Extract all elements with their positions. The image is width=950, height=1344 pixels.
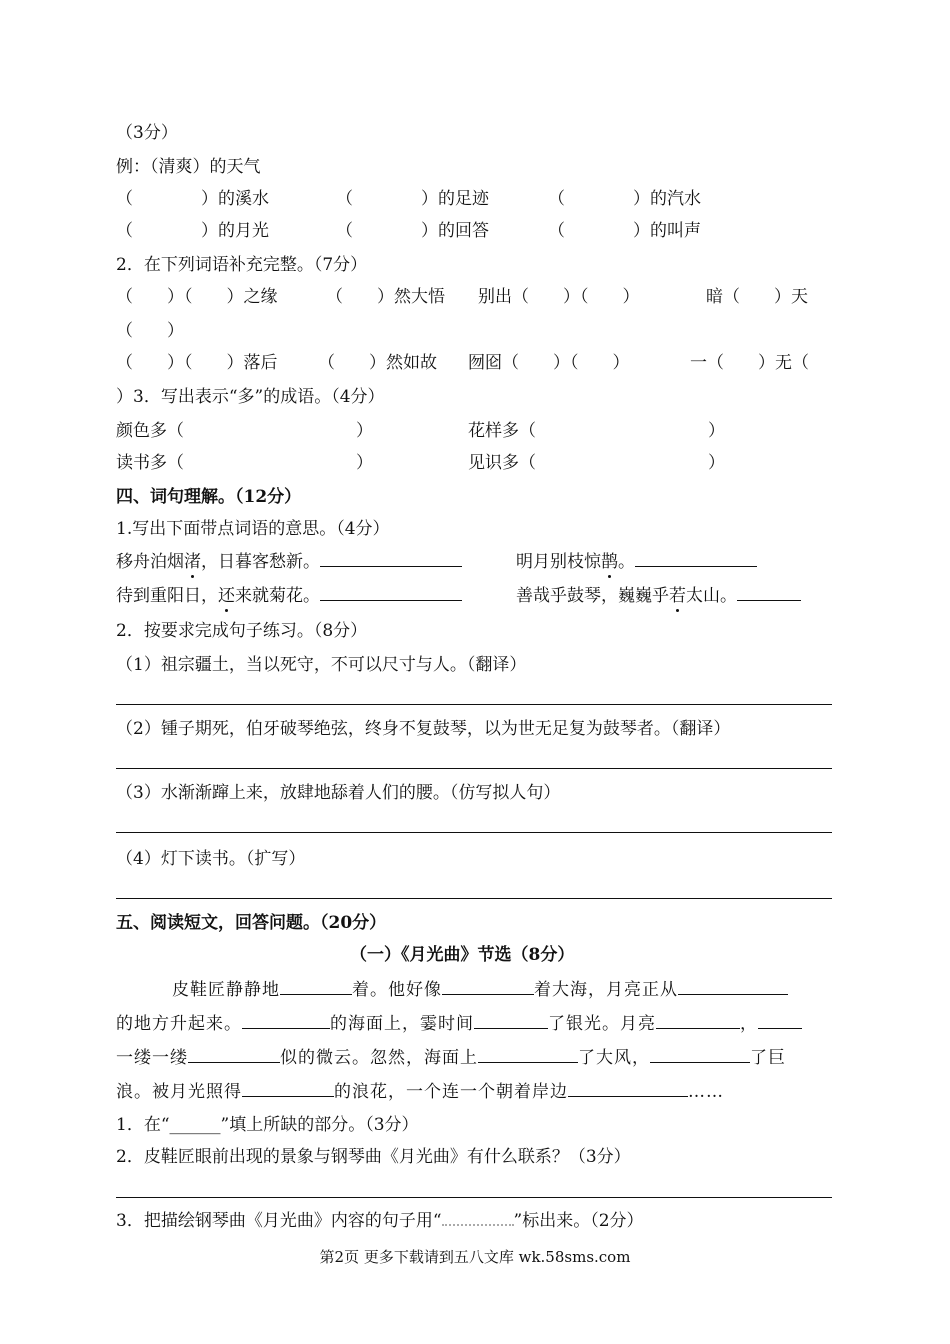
answer-line[interactable] xyxy=(320,584,462,601)
fill-blank[interactable] xyxy=(478,1046,578,1063)
q2-idiom-5: （ ）（ ）落后 xyxy=(116,353,278,373)
poem-line-1: 移舟泊烟渚，日暮客愁新。 xyxy=(116,550,462,573)
q3-item-2: 花样多（ xyxy=(468,421,536,441)
section-5-heading: 五、阅读短文，回答问题。（20分） xyxy=(116,913,387,933)
sentence-task-1: （1）祖宗疆土，当以死守，不可以尺寸与人。（翻译） xyxy=(116,655,527,675)
answer-rule[interactable] xyxy=(116,768,832,769)
sentence-task-2: （2）锺子期死，伯牙破琴绝弦，终身不复鼓琴，以为世无足复为鼓琴者。（翻译） xyxy=(116,719,731,739)
dotted-word-3: 还 xyxy=(218,586,235,606)
q3-close-4: ） xyxy=(708,453,725,473)
fill-blank[interactable] xyxy=(758,1012,802,1029)
s4-q2-title: 2．按要求完成句子练习。（8分） xyxy=(116,621,368,641)
fill-blank[interactable] xyxy=(678,978,788,995)
q3-close-2: ） xyxy=(708,421,725,441)
answer-rule[interactable] xyxy=(116,1197,832,1198)
q3-item-1: 颜色多（ xyxy=(116,421,184,441)
q1-blank-5: （ ）的回答 xyxy=(336,221,489,241)
poem-line-4: 善哉乎鼓琴，巍巍乎若太山。 xyxy=(516,584,801,607)
s5-q3: 3．把描绘钢琴曲《月光曲》内容的句子用“ ”标出来。（2分） xyxy=(116,1211,644,1231)
q2-idiom-1: （ ）（ ）之缘 xyxy=(116,287,278,307)
poem-line-3: 待到重阳日，还来就菊花。 xyxy=(116,584,462,607)
answer-line[interactable] xyxy=(737,584,801,601)
s4-q1-title: 1.写出下面带点词语的意思。（4分） xyxy=(116,519,390,539)
fill-blank[interactable] xyxy=(442,978,534,995)
page-footer: 第2页 更多下载请到五八文库 wk.58sms.com xyxy=(319,1248,631,1266)
passage-line-4: 浪。被月光照得 的浪花，一个连一个朝着岸边 …… xyxy=(116,1082,724,1102)
q3-close-3: ） xyxy=(356,453,373,473)
fill-blank[interactable] xyxy=(188,1046,280,1063)
dotted-word-2: 鹊 xyxy=(601,552,618,572)
answer-line[interactable] xyxy=(320,550,462,567)
q1-example: 例：（清爽）的天气 xyxy=(116,157,261,177)
section-4-heading: 四、词句理解。（12分） xyxy=(116,487,302,507)
q3-item-3: 读书多（ xyxy=(116,453,184,473)
fill-blank[interactable] xyxy=(242,1012,330,1029)
q2-idiom-8: 一（ ）无（ xyxy=(690,353,809,373)
fill-blank[interactable] xyxy=(242,1080,334,1097)
answer-rule[interactable] xyxy=(116,832,832,833)
q1-blank-2: （ ）的足迹 xyxy=(336,189,489,209)
dotted-word-1: 渚 xyxy=(184,552,201,572)
poem-line-2: 明月别枝惊鹊。 xyxy=(516,550,757,573)
q1-blank-6: （ ）的叫声 xyxy=(548,221,701,241)
q1-blank-1: （ ）的溪水 xyxy=(116,189,269,209)
passage-line-3: 一缕一缕 似的微云。忽然，海面上 了大风， 了巨 xyxy=(116,1048,786,1068)
q1-blank-3: （ ）的汽水 xyxy=(548,189,701,209)
q2-title: 2．在下列词语补充完整。（7分） xyxy=(116,255,368,275)
fill-blank[interactable] xyxy=(568,1080,688,1097)
q2-idiom-2: （ ）然大悟 xyxy=(326,287,445,307)
answer-line[interactable] xyxy=(635,550,757,567)
sentence-task-4: （4）灯下读书。（扩写） xyxy=(116,849,306,869)
q2-idiom-4: 暗（ ）天 xyxy=(706,287,808,307)
q1-score-note: （3分） xyxy=(116,123,178,143)
answer-rule[interactable] xyxy=(116,704,832,705)
sentence-task-3: （3）水渐渐蹿上来，放肆地舔着人们的腰。（仿写拟人句） xyxy=(116,783,561,803)
fill-blank[interactable] xyxy=(656,1012,740,1029)
fill-blank[interactable] xyxy=(280,978,352,995)
passage-line-1: 皮鞋匠静静地 着。他好像 着大海，月亮正从 xyxy=(116,978,788,1001)
s5-q1: 1．在“______”填上所缺的部分。（3分） xyxy=(116,1115,419,1135)
fill-blank[interactable] xyxy=(474,1012,548,1029)
dotted-word-4: 若 xyxy=(669,586,686,606)
s5-q2: 2．皮鞋匠眼前出现的景象与钢琴曲《月光曲》有什么联系？（3分） xyxy=(116,1147,631,1167)
q1-blank-4: （ ）的月光 xyxy=(116,221,269,241)
q2-idiom-6: （ ）然如故 xyxy=(318,353,437,373)
q2-idiom-7: 囫囵（ ）（ ） xyxy=(468,353,630,373)
fill-blank[interactable] xyxy=(650,1046,750,1063)
q2-idiom-3: 别出（ ）（ ） xyxy=(478,287,640,307)
passage-title: （一）《月光曲》节选（8分） xyxy=(350,945,575,965)
passage-line-2: 的地方升起来。 的海面上，霎时间 了银光。月亮 ， xyxy=(116,1012,802,1035)
q3-item-4: 见识多（ xyxy=(468,453,536,473)
q3-close-1: ） xyxy=(356,421,373,441)
q2-idiom-4-wrap: （ ） xyxy=(116,321,184,341)
q3-title: ）3．写出表示“多”的成语。（4分） xyxy=(116,387,385,407)
wavy-underline-sample xyxy=(442,1210,514,1226)
answer-rule[interactable] xyxy=(116,898,832,899)
